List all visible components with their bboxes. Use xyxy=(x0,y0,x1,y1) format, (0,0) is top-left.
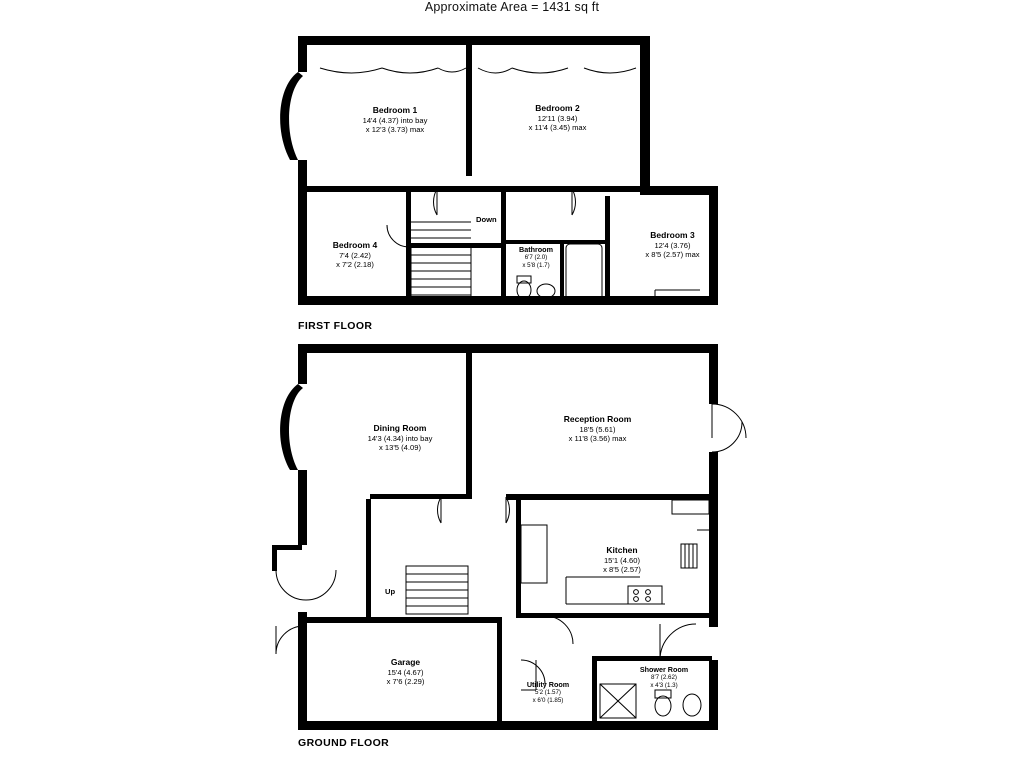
room-dimension-2: x 11'4 (3.45) max xyxy=(528,123,587,133)
room-label-dining-room xyxy=(320,423,480,453)
room-dimension-2: x 7'2 (2.18) xyxy=(336,260,374,270)
room-dimension-1: 18'5 (5.61) xyxy=(579,424,616,434)
room-name: Bedroom 2 xyxy=(535,103,580,113)
room-name: Garage xyxy=(390,657,421,667)
approximate-area-title: Approximate Area = 1431 sq ft xyxy=(424,0,600,14)
room-dimension-1: 15'4 (4.67) xyxy=(387,667,424,677)
stair-label-up: Up xyxy=(385,587,396,596)
room-dimension-1: 12'11 (3.94) xyxy=(537,113,578,123)
room-label-bedroom-3 xyxy=(595,230,750,260)
room-dimension-1: 14'4 (4.37) into bay xyxy=(362,115,428,125)
room-name: Kitchen xyxy=(606,545,638,555)
room-dimension-2: x 8'5 (2.57) xyxy=(603,565,641,575)
room-dimension-2: x 5'8 (1.7) xyxy=(522,261,550,269)
room-dimension-1: 7'4 (2.42) xyxy=(339,250,371,260)
room-dimension-1: 8'7 (2.62) xyxy=(651,674,677,681)
room-label-reception-room xyxy=(520,414,675,444)
room-dimension-2: x 13'5 (4.09) xyxy=(379,443,421,453)
room-label-utility-room xyxy=(508,680,588,705)
room-dimension-1: 12'4 (3.76) xyxy=(654,240,691,250)
room-name: Dining Room xyxy=(373,423,427,433)
room-dimension-2: x 8'5 (2.57) max xyxy=(645,250,700,260)
room-dimension-1: 6'7 (2.0) xyxy=(524,254,548,261)
room-dimension-1: 15'1 (4.60) xyxy=(603,555,641,565)
room-name: Shower Room xyxy=(639,665,689,674)
room-dimension-2: x 4'3 (1.3) xyxy=(650,681,678,689)
room-label-bedroom-1 xyxy=(320,105,470,135)
stair-label-down: Down xyxy=(476,215,497,224)
room-name: Reception Room xyxy=(563,414,632,424)
room-dimension-2: x 6'0 (1.85) xyxy=(532,696,564,704)
floor-label-ground: GROUND FLOOR xyxy=(298,737,390,749)
room-name: Bedroom 4 xyxy=(332,240,378,250)
room-dimension-1: 5'2 (1.57) xyxy=(535,689,561,696)
room-name: Bedroom 3 xyxy=(650,230,695,240)
room-name: Utility Room xyxy=(526,680,570,689)
room-dimension-2: x 12'3 (3.73) max xyxy=(365,125,425,135)
room-dimension-2: x 7'6 (2.29) xyxy=(386,677,425,687)
room-name: Bathroom xyxy=(519,245,553,254)
room-label-bathroom xyxy=(505,245,567,270)
room-label-garage xyxy=(348,657,463,687)
room-label-bedroom-4 xyxy=(300,240,410,270)
room-dimension-2: x 11'8 (3.56) max xyxy=(568,434,627,444)
room-label-kitchen xyxy=(568,545,676,575)
room-name: Bedroom 1 xyxy=(372,105,418,115)
ground-floor-details xyxy=(276,344,746,718)
room-label-shower-room xyxy=(612,665,716,690)
room-dimension-1: 14'3 (4.34) into bay xyxy=(367,433,433,443)
room-label-bedroom-2 xyxy=(485,103,630,133)
floor-label-first: FIRST FLOOR xyxy=(298,320,373,332)
